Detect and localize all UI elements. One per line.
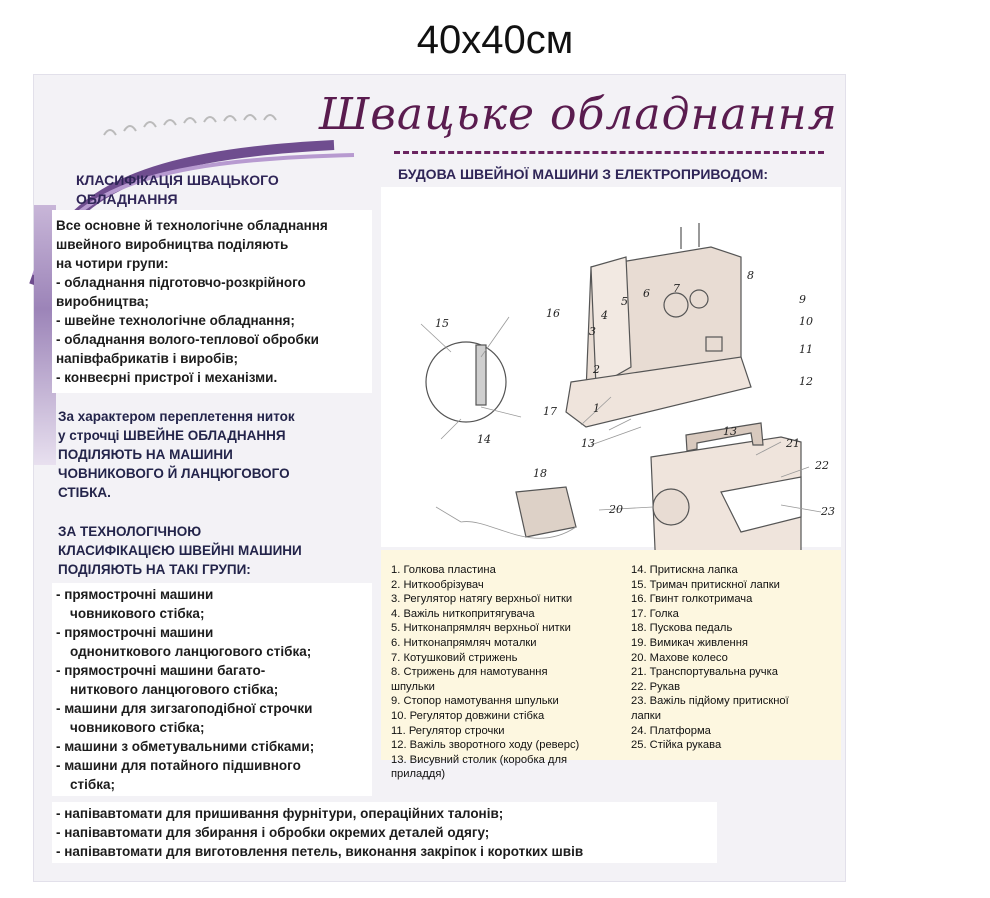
callout-13b: 13: [581, 437, 595, 450]
page-title: Швацьке обладнання: [319, 89, 838, 140]
list-item: ниткового ланцюгового стібка;: [70, 682, 279, 697]
legend-item: 3. Регулятор натягу верхньої нитки: [391, 593, 573, 606]
list-item: однониткового ланцюгового стібка;: [70, 644, 312, 659]
text-line: ЧОВНИКОВОГО Й ЛАНЦЮГОВОГО: [58, 466, 290, 481]
sewing-machine-diagram: [381, 187, 841, 547]
list-item: - машини для потайного підшивного: [56, 758, 301, 773]
callout-16: 16: [546, 307, 560, 320]
list-item: - прямострочні машини: [56, 587, 214, 602]
legend-item: 2. Ниткообрізувач: [391, 578, 484, 591]
legend-item: 24. Платформа: [631, 724, 711, 737]
legend-item: 25. Стійка рукава: [631, 739, 722, 752]
callout-14: 14: [477, 433, 491, 446]
text-line: - обладнання підготовчо-розкрійного: [56, 275, 306, 290]
structure-heading: БУДОВА ШВЕЙНОЇ МАШИНИ З ЕЛЕКТРОПРИВОДОМ:: [398, 166, 769, 182]
list-item: човникового стібка;: [70, 606, 205, 621]
legend-item: 11. Регулятор строчки: [391, 724, 505, 737]
legend-item: 6. Нитконапрямляч моталки: [391, 636, 537, 649]
legend-item: 23. Важіль підйому притискної: [631, 695, 789, 708]
text-line: ЗА ТЕХНОЛОГІЧНОЮ: [58, 524, 202, 539]
legend-item: приладдя): [391, 768, 446, 781]
callout-23: 23: [821, 505, 835, 518]
callout-22: 22: [815, 459, 829, 472]
legend-item: 14. Притискна лапка: [631, 564, 738, 576]
callout-6: 6: [643, 287, 650, 300]
legend-item: 9. Стопор намотування шпульки: [391, 695, 559, 708]
legend-item: 22. Рукав: [631, 680, 681, 693]
text-line: напівфабрикатів і виробів;: [56, 351, 239, 366]
text-line: - конвеєрні пристрої і механізми.: [56, 370, 278, 385]
callout-10: 10: [799, 315, 813, 328]
text-line: ПОДІЛЯЮТЬ НА ТАКІ ГРУПИ:: [58, 562, 251, 577]
list-item: - прямострочні машини: [56, 625, 214, 640]
legend-item: 18. Пускова педаль: [631, 622, 733, 635]
legend-item: 21. Транспортувальна ручка: [631, 666, 778, 679]
text-line: у строчці ШВЕЙНЕ ОБЛАДНАННЯ: [58, 428, 286, 443]
text-line: СТІБКА.: [58, 485, 111, 500]
text-line: - швейне технологічне обладнання;: [56, 313, 295, 328]
legend-item: 15. Тримач притискної лапки: [631, 578, 780, 591]
legend-item: 13. Висувний столик (коробка для: [391, 753, 568, 766]
classification-heading: КЛАСИФІКАЦІЯ ШВАЦЬКОГО ОБЛАДНАННЯ: [76, 172, 279, 207]
legend-left-column: [391, 563, 621, 782]
list-item: човникового стібка;: [70, 720, 205, 735]
list-item: - напівавтомати для виготовлення петель, виконання закріпок і коротких швів: [56, 844, 584, 859]
callout-7: 7: [673, 282, 680, 295]
text-line: КЛАСИФІКАЦІЄЮ ШВЕЙНІ МАШИНИ: [58, 543, 302, 558]
text-line: За характером переплетення ниток: [58, 409, 295, 424]
groups-text: [52, 210, 372, 393]
legend-item: 7. Котушковий стрижень: [391, 651, 518, 664]
legend-item: 10. Регулятор довжини стібка: [391, 709, 545, 722]
stitch-type-text: [52, 405, 372, 504]
legend-item: 17. Голка: [631, 607, 679, 620]
callout-2: 2: [593, 363, 600, 376]
legend-item: 1. Голкова пластина: [391, 564, 496, 576]
legend-item: 4. Важіль ниткопритягувача: [391, 607, 535, 620]
legend-right-column: [631, 563, 836, 753]
legend-item: 8. Стрижень для намотування: [391, 666, 548, 679]
parts-legend: [381, 550, 841, 781]
callout-8: 8: [747, 269, 754, 282]
list-item: - напівавтомати для пришивання фурнітури, операційних талонів;: [56, 806, 504, 821]
machine-groups-list: [52, 583, 372, 796]
callout-1: 1: [593, 402, 600, 415]
text-line: ПОДІЛЯЮТЬ НА МАШИНИ: [58, 447, 233, 462]
list-item: - машини з обметувальними стібками;: [56, 739, 315, 754]
callout-21: 21: [786, 437, 800, 450]
callout-17: 17: [543, 405, 557, 418]
callout-12: 12: [799, 375, 813, 388]
legend-item: шпульки: [391, 680, 435, 693]
legend-item: 12. Важіль зворотного ходу (реверс): [391, 739, 580, 752]
legend-item: 19. Вимикач живлення: [631, 636, 748, 649]
list-item: - машини для зигзагоподібної строчки: [56, 701, 313, 716]
legend-item: 20. Махове колесо: [631, 651, 728, 664]
semi-automatic-list: [52, 802, 717, 863]
callout-3: 3: [589, 325, 596, 338]
size-label: 40x40см: [416, 18, 574, 62]
callout-13: 13: [723, 425, 737, 438]
text-line: на чотири групи:: [56, 256, 169, 271]
text-line: виробництва;: [56, 294, 149, 309]
title-underline: [394, 151, 824, 154]
list-item: - напівавтомати для збирання і обробки окремих деталей одягу;: [56, 825, 490, 840]
callout-4: 4: [601, 309, 608, 322]
list-item: стібка;: [70, 777, 115, 792]
callout-11: 11: [799, 343, 813, 356]
tech-classification-heading: [52, 520, 372, 581]
poster-board: [33, 74, 846, 882]
callout-9: 9: [799, 293, 806, 306]
legend-item: 5. Нитконапрямляч верхньої нитки: [391, 622, 571, 635]
text-line: - обладнання волого-теплової обробки: [56, 332, 319, 347]
diagram-svg: [381, 187, 841, 547]
callout-5: 5: [621, 295, 628, 308]
callout-20: 20: [609, 503, 623, 516]
list-item: - прямострочні машини багато-: [56, 663, 266, 678]
legend-item: лапки: [631, 709, 661, 722]
text-line: швейного виробництва поділяють: [56, 237, 289, 252]
callout-15: 15: [435, 317, 449, 330]
legend-item: 16. Гвинт голкотримача: [631, 593, 753, 606]
text-line: Все основне й технологічне обладнання: [56, 218, 328, 233]
callout-18: 18: [533, 467, 547, 480]
